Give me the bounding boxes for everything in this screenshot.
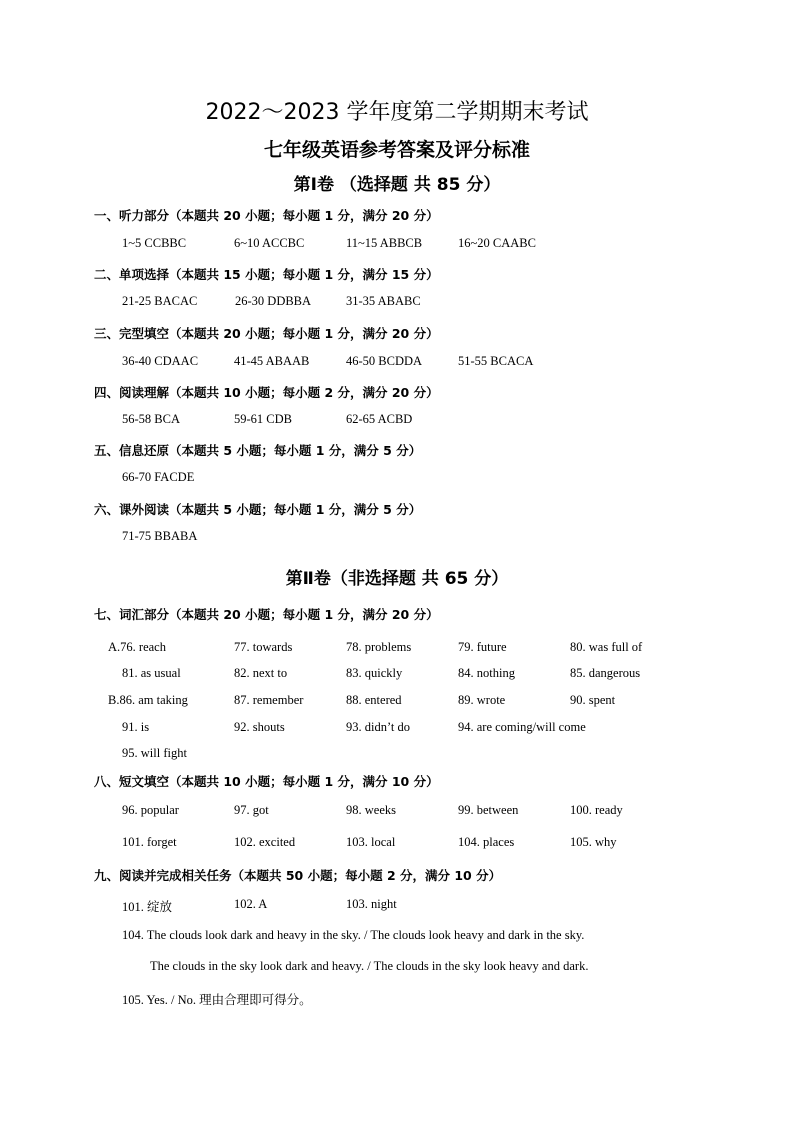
answer-item: 88. entered	[346, 693, 402, 707]
answer-item: 80. was full of	[570, 640, 643, 654]
answer-item: 105. why	[570, 835, 617, 849]
answer-item: 104. places	[458, 835, 515, 849]
answer-item: 11~15 ABBCB	[346, 236, 423, 250]
answer-item: 56-58 BCA	[122, 412, 180, 426]
answer-item: 84. nothing	[458, 666, 515, 680]
answer-item: 101. forget	[122, 835, 177, 849]
answer-item: 95. will fight	[122, 746, 187, 760]
answer-item: 102. excited	[234, 835, 296, 849]
answer-item: 82. next to	[234, 666, 288, 680]
section-3-heading: 三、完型填空（本题共 20 小题；每小题 1 分，满分 20 分）	[94, 326, 439, 341]
answer-item: 85. dangerous	[570, 666, 641, 680]
section-6-heading: 六、课外阅读（本题共 5 小题；每小题 1 分，满分 5 分）	[94, 502, 422, 517]
answer-item: 59-61 CDB	[234, 412, 292, 426]
answer-item: 83. quickly	[346, 666, 403, 680]
answer-item: 77. towards	[234, 640, 293, 654]
answer-item: 102. A	[234, 897, 268, 911]
answer-item: 94. are coming/will come	[458, 720, 586, 734]
answer-item: 16~20 CAABC	[458, 236, 536, 250]
answer-item: 103. night	[346, 897, 397, 911]
answer-item: A.76. reach	[108, 640, 166, 654]
part2-heading: 第Ⅱ卷（非选择题 共 65 分）	[285, 569, 509, 589]
answer-item: 87. remember	[234, 693, 304, 707]
answer-item: 100. ready	[570, 803, 623, 817]
answer-item: 81. as usual	[122, 666, 181, 680]
answer-item: B.86. am taking	[108, 693, 188, 707]
part1-heading: 第Ⅰ卷 （选择题 共 85 分）	[293, 175, 501, 195]
answer-item: 62-65 ACBD	[346, 412, 413, 426]
answer-item: 97. got	[234, 803, 269, 817]
answer-item: 51-55 BCACA	[458, 354, 534, 368]
answer-item: 31-35 ABABC	[346, 294, 421, 308]
section-5-heading: 五、信息还原（本题共 5 小题；每小题 1 分，满分 5 分）	[94, 443, 422, 458]
answer-item: 79. future	[458, 640, 507, 654]
exam-title: 2022～2023 学年度第二学期期末考试	[205, 100, 589, 125]
answer-item: 99. between	[458, 803, 519, 817]
section-2-heading: 二、单项选择（本题共 15 小题；每小题 1 分，满分 15 分）	[94, 267, 439, 282]
answer-item: 98. weeks	[346, 803, 396, 817]
answer-line: The clouds in the sky look dark and heavy. / The clouds in the sky look heavy and dark.	[150, 959, 589, 973]
section-9-heading: 九、阅读并完成相关任务（本题共 50 小题；每小题 2 分，满分 10 分）	[94, 868, 502, 883]
section-4-heading: 四、阅读理解（本题共 10 小题；每小题 2 分，满分 20 分）	[94, 385, 439, 400]
answer-item: 21-25 BACAC	[122, 294, 198, 308]
answer-item: 36-40 CDAAC	[122, 354, 199, 368]
answer-item: 66-70 FACDE	[122, 470, 195, 484]
answer-item: 41-45 ABAAB	[234, 354, 310, 368]
answer-item: 92. shouts	[234, 720, 285, 734]
section-8-heading: 八、短文填空（本题共 10 小题；每小题 1 分，满分 10 分）	[94, 774, 439, 789]
answer-item: 26-30 DDBBA	[235, 294, 312, 308]
answer-item: 1~5 CCBBC	[122, 236, 187, 250]
answer-item: 96. popular	[122, 803, 179, 817]
answer-line: 104. The clouds look dark and heavy in the sky. / The clouds look heavy and dark in the sky.	[122, 928, 585, 942]
answer-line: 105. Yes. / No. 理由合理即可得分。	[122, 993, 312, 1007]
answer-item: 78. problems	[346, 640, 412, 654]
answer-item: 91. is	[122, 720, 150, 734]
section-7-heading: 七、词汇部分（本题共 20 小题；每小题 1 分，满分 20 分）	[94, 607, 439, 622]
answer-item: 89. wrote	[458, 693, 506, 707]
exam-subtitle: 七年级英语参考答案及评分标准	[263, 139, 530, 161]
answer-item: 6~10 ACCBC	[234, 236, 305, 250]
answer-item: 101. 绽放	[122, 900, 173, 914]
answer-item: 103. local	[346, 835, 396, 849]
answer-item: 46-50 BCDDA	[346, 354, 423, 368]
answer-item: 93. didn’t do	[346, 720, 411, 734]
answer-item: 90. spent	[570, 693, 616, 707]
section-1-heading: 一、听力部分（本题共 20 小题；每小题 1 分，满分 20 分）	[94, 208, 439, 223]
answer-item: 71-75 BBABA	[122, 529, 198, 543]
